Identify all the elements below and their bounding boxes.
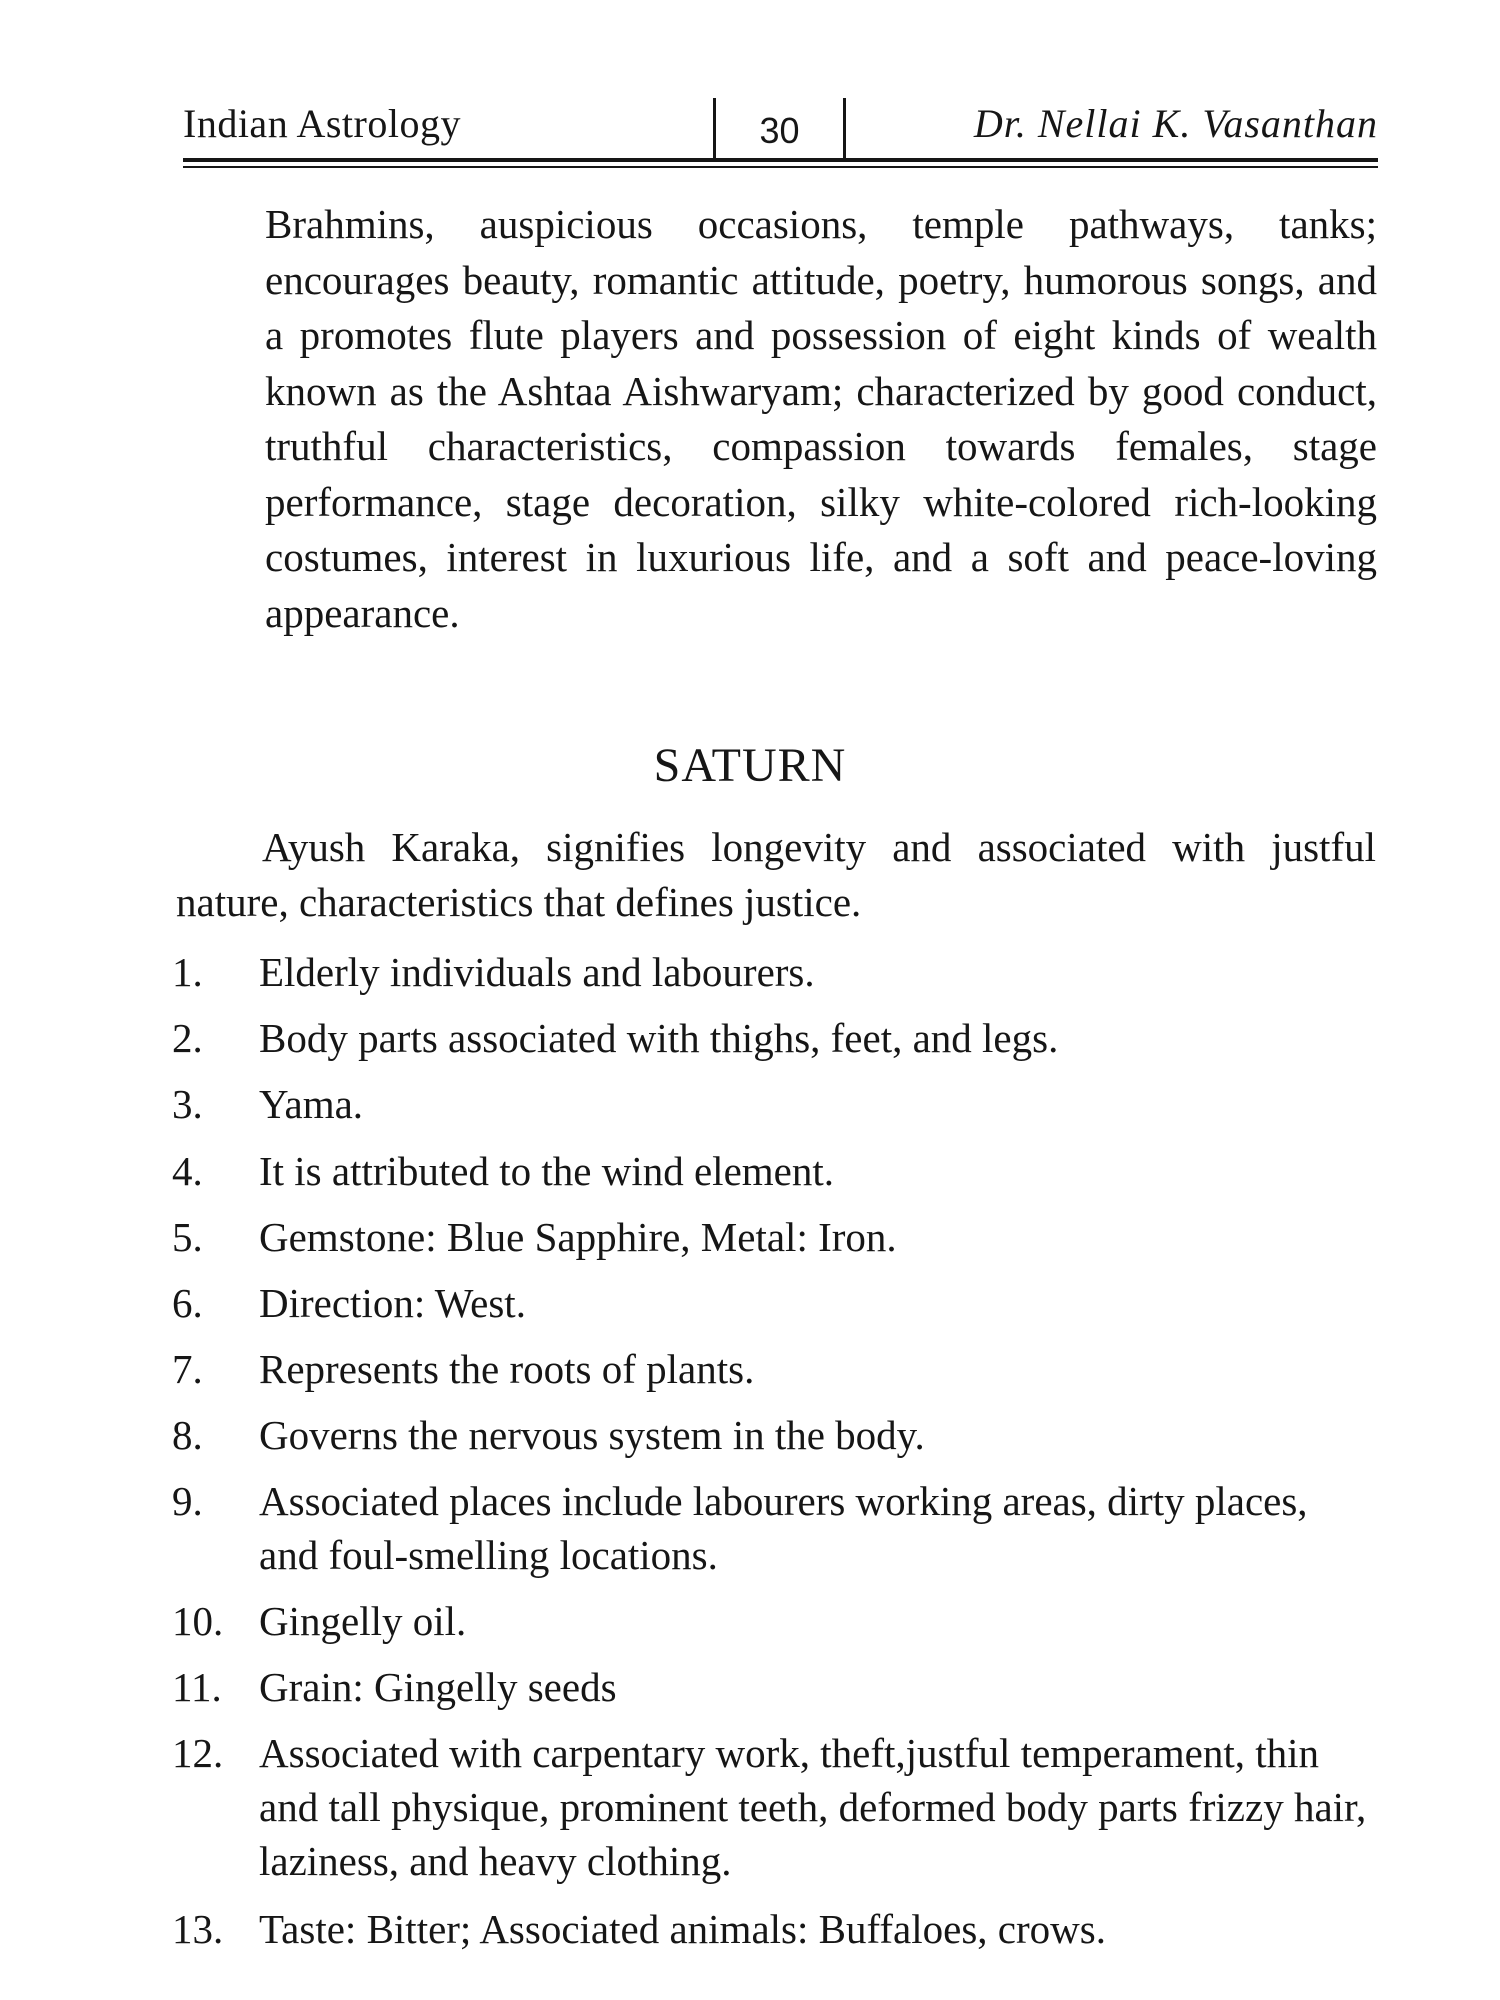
list-item-number: 3. <box>172 1081 203 1127</box>
page-number-box <box>713 98 846 160</box>
list-item <box>172 1408 1382 1462</box>
list-item <box>172 1011 1382 1065</box>
list-item-number: 11. <box>172 1664 222 1710</box>
list-item-text: Grain: Gingelly seeds <box>259 1664 617 1710</box>
list-item <box>172 945 1382 999</box>
list-item <box>172 1077 1382 1131</box>
list-item-number: 12. <box>172 1730 224 1776</box>
list-item <box>172 1594 1382 1648</box>
list-item <box>172 1902 1382 1956</box>
section-heading: SATURN <box>653 739 847 792</box>
list-item-text: Represents the roots of plants. <box>259 1346 755 1392</box>
list-item-text: Direction: West. <box>259 1280 526 1326</box>
author-name: Dr. Nellai K. Vasanthan <box>973 101 1378 146</box>
list-item-number: 5. <box>172 1214 203 1260</box>
list-item-text: Gemstone: Blue Sapphire, Metal: Iron. <box>259 1214 897 1260</box>
list-item-number: 4. <box>172 1148 203 1194</box>
section-intro: Ayush Karaka, signifies longevity and associated with justful nature, characteristics that defines justice. <box>176 824 1376 925</box>
running-header <box>183 98 1378 160</box>
list-item-text: Elderly individuals and labourers. <box>259 949 815 995</box>
list-item-text: Body parts associated with thighs, feet, and legs. <box>259 1015 1059 1061</box>
list-item-text: Governs the nervous system in the body. <box>259 1412 925 1458</box>
list-item <box>172 1342 1382 1396</box>
list-item-number: 10. <box>172 1598 224 1644</box>
list-item <box>172 1474 1382 1582</box>
list-item-text: Associated places include labourers working areas, dirty places, and foul-smelling locations. <box>259 1478 1308 1578</box>
list-item <box>172 1726 1382 1888</box>
continuation-paragraph: Brahmins, auspicious occasions, temple pathways, tanks; encourages beauty, romantic attitude, poetry, humorous songs, and a promotes flute players and possession of eight kinds of wealth known as the Ashtaa Aishwaryam; characterized by good conduct, truthful characteristics, compassion towards females, stage performance, stage decoration, silky white-colored rich-looking costumes, interest in luxurious life, and a soft and peace-loving appearance. <box>265 201 1377 636</box>
list-item-number: 9. <box>172 1478 203 1524</box>
list-item-text: It is attributed to the wind element. <box>259 1148 835 1194</box>
list-item <box>172 1210 1382 1264</box>
header-rule-thin <box>183 166 1378 168</box>
page-number: 30 <box>759 110 800 151</box>
list-item-number: 13. <box>172 1906 224 1952</box>
list-item-text: Associated with carpentary work, theft,justful temperament, thin and tall physique, prominent teeth, deformed body parts frizzy hair, laziness, and heavy clothing. <box>259 1730 1367 1884</box>
list-item-number: 6. <box>172 1280 203 1326</box>
list-item <box>172 1660 1382 1714</box>
list-item-number: 1. <box>172 949 203 995</box>
list-item-text: Yama. <box>259 1081 364 1127</box>
list-item-number: 2. <box>172 1015 203 1061</box>
list-item-number: 7. <box>172 1346 203 1392</box>
list-item <box>172 1144 1382 1198</box>
list-item-text: Taste: Bitter; Associated animals: Buffaloes, crows. <box>259 1906 1106 1952</box>
header-rule-thick <box>183 158 1378 162</box>
list-item-number: 8. <box>172 1412 203 1458</box>
list-item-text: Gingelly oil. <box>259 1598 467 1644</box>
list-item <box>172 1276 1382 1330</box>
book-title: Indian Astrology <box>183 101 461 146</box>
